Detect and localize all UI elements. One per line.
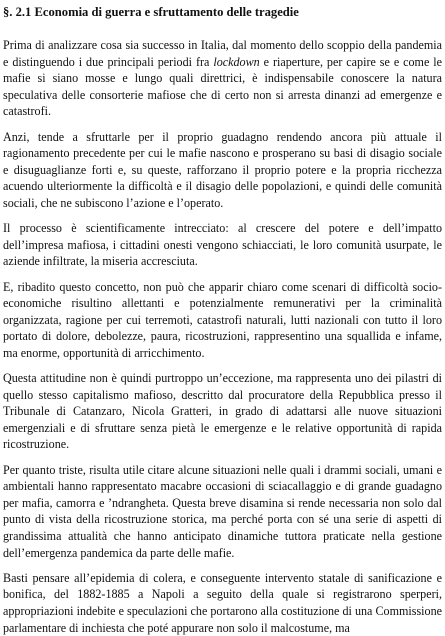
- paragraph-exploitation: Anzi, tende a sfruttarle per il proprio guadagno rendendo ancora più attuale il ragionamento precedente per cui le mafie nascono e prosperano su basi di disagio sociale e disuguaglianze forti e, su queste, rafforzano il proprio potere e la propria ricchezza acuendo ulteriormente la difficoltà e il disagio delle popolazioni, e quindi delle comunità sociali, che ne subiscono l’azione e l’operato.: [3, 129, 442, 210]
- paragraph-intro-text-start: Prima di analizzare cosa sia successo in Italia, dal momento dello scoppio della pandemia e distinguendo i due principali periodi fra: [3, 38, 442, 69]
- paragraph-cholera-epidemic: Basti pensare all’epidemia di colera, e conseguente intervento statale di sanificazione e bonifica, del 1882-1885 a Napoli a seguito della quale si registrarono sperperi, appropriazioni indebite e speculazioni che portarono alla costituzione di una Commissione parlamentare di inchiesta che poté appurare non solo il malcostume, ma: [3, 570, 442, 635]
- paragraph-process: Il processo è scientificamente intrecciato: al crescere del potere e dell’impatto dell’impresa mafiosa, i cittadini onesti vengono schiacciati, le loro comunità usurpate, le aziende infiltrate, la miseria accresciuta.: [3, 221, 442, 269]
- lockdown-emphasis: lockdown: [213, 54, 260, 69]
- paragraph-opportunity: E, ribadito questo concetto, non può che apparir chiaro come scenari di difficoltà socio-economiche risultino allettanti e potenzialmente remunerativi per la criminalità organizzata, ragione per cui terremoti, catastrofi naturali, lutti nazionali con tutto il loro portato di dolore, debolezze, paura, ricostruzioni, rappresentino una squallida e infame, ma enorme, opportunità di arricchimento.: [3, 279, 442, 360]
- section-heading: §. 2.1 Economia di guerra e sfruttamento delle tragedie: [3, 5, 299, 19]
- paragraph-intro-text-end: e riaperture, per capire se e come le mafie si siano mosse e lungo quali direttrici, è indispensabile conoscere la natura speculativa delle consorterie mafiose che di certo non si arresta dinanzi ad emergenze e catastrofi.: [3, 54, 442, 119]
- paragraph-intro: [3, 37, 442, 120]
- paragraph-historical-cases: Per quanto triste, risulta utile citare alcune situazioni nelle quali i drammi sociali, umani e ambientali hanno rappresentato macabre occasioni di sciacallaggio e di grande guadagno per mafia, camorra e ’ndrangheta. Questa breve disamina si rende necessaria non solo dal punto di vista della ricostruzione storica, ma perché porta con sé una serie di aspetti di grandissima attualità che hanno anticipato dinamiche tuttora praticate nella gestione dell’emergenza pandemica da parte delle mafie.: [3, 462, 442, 560]
- paragraph-mafia-capitalism: Questa attitudine non è quindi purtroppo un’eccezione, ma rappresenta uno dei pilastri di quello stesso capitalismo mafioso, descritto dal procuratore della Repubblica presso il Tribunale di Catanzaro, Nicola Gratteri, in grado di adattarsi alle nuove situazioni emergenziali e di sfruttare senza pietà le emergenze e le relative opportunità di rapida ricostruzione.: [3, 371, 442, 452]
